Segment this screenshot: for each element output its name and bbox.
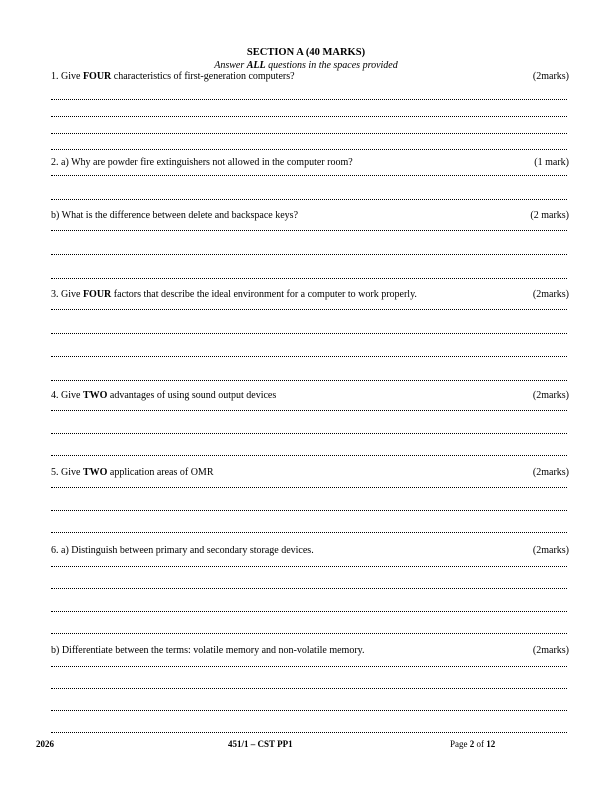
question-6a-text: 6. a) Distinguish between primary and secondary storage devices. (51, 545, 314, 556)
answer-line[interactable] (51, 455, 567, 456)
question-4 (51, 390, 569, 402)
answer-line[interactable] (51, 433, 567, 434)
question-2a-text: 2. a) Why are powder fire extinguishers not allowed in the computer room? (51, 157, 353, 168)
answer-line[interactable] (51, 356, 567, 357)
question-2b-text: b) What is the difference between delete and backspace keys? (51, 210, 299, 221)
question-2a-marks: (1 mark) (534, 157, 569, 168)
answer-line[interactable] (51, 133, 567, 134)
answer-line[interactable] (51, 710, 567, 711)
question-2b (51, 210, 569, 222)
answer-line[interactable] (51, 254, 567, 255)
question-3-text: 3. Give FOUR factors that describe the ideal environment for a computer to work properly. (51, 289, 417, 300)
answer-line[interactable] (51, 199, 567, 200)
answer-line[interactable] (51, 566, 567, 567)
question-1 (51, 71, 569, 83)
answer-line[interactable] (51, 278, 567, 279)
question-4-marks: (2marks) (532, 390, 569, 401)
answer-line[interactable] (51, 309, 567, 310)
answer-line[interactable] (51, 666, 567, 667)
answer-line[interactable] (51, 688, 567, 689)
answer-line[interactable] (51, 333, 567, 334)
question-5-text: 5. Give TWO application areas of OMR (51, 467, 214, 478)
answer-line[interactable] (51, 149, 567, 150)
question-6b-marks: (2marks) (532, 645, 569, 656)
answer-line[interactable] (51, 410, 567, 411)
question-2b-marks: (2 marks) (530, 210, 569, 221)
answer-line[interactable] (51, 99, 567, 100)
question-6a (51, 545, 569, 557)
question-3 (51, 289, 569, 301)
section-title: SECTION A (40 MARKS) (246, 47, 366, 58)
answer-line[interactable] (51, 732, 567, 733)
question-6a-marks: (2marks) (532, 545, 569, 556)
answer-line[interactable] (51, 588, 567, 589)
answer-line[interactable] (51, 532, 567, 533)
answer-line[interactable] (51, 487, 567, 488)
question-5 (51, 467, 569, 479)
footer-page-number: Page 2 of 12 (450, 739, 496, 749)
question-2a (51, 157, 569, 169)
footer-paper-code: 451/1 – CST PP1 (228, 739, 293, 749)
question-1-marks: (2marks) (532, 71, 569, 82)
question-6b (51, 645, 569, 657)
answer-line[interactable] (51, 230, 567, 231)
section-instructions: Answer ALL questions in the spaces provided (214, 60, 398, 71)
question-6b-text: b) Differentiate between the terms: volatile memory and non-volatile memory. (51, 645, 365, 656)
question-5-marks: (2marks) (532, 467, 569, 478)
answer-line[interactable] (51, 510, 567, 511)
footer-year: 2026 (36, 739, 54, 749)
question-4-text: 4. Give TWO advantages of using sound output devices (51, 390, 277, 401)
answer-line[interactable] (51, 611, 567, 612)
question-3-marks: (2marks) (532, 289, 569, 300)
answer-line[interactable] (51, 116, 567, 117)
answer-line[interactable] (51, 633, 567, 634)
question-1-text: 1. Give FOUR characteristics of first-generation computers? (51, 71, 295, 82)
answer-line[interactable] (51, 380, 567, 381)
answer-line[interactable] (51, 175, 567, 176)
